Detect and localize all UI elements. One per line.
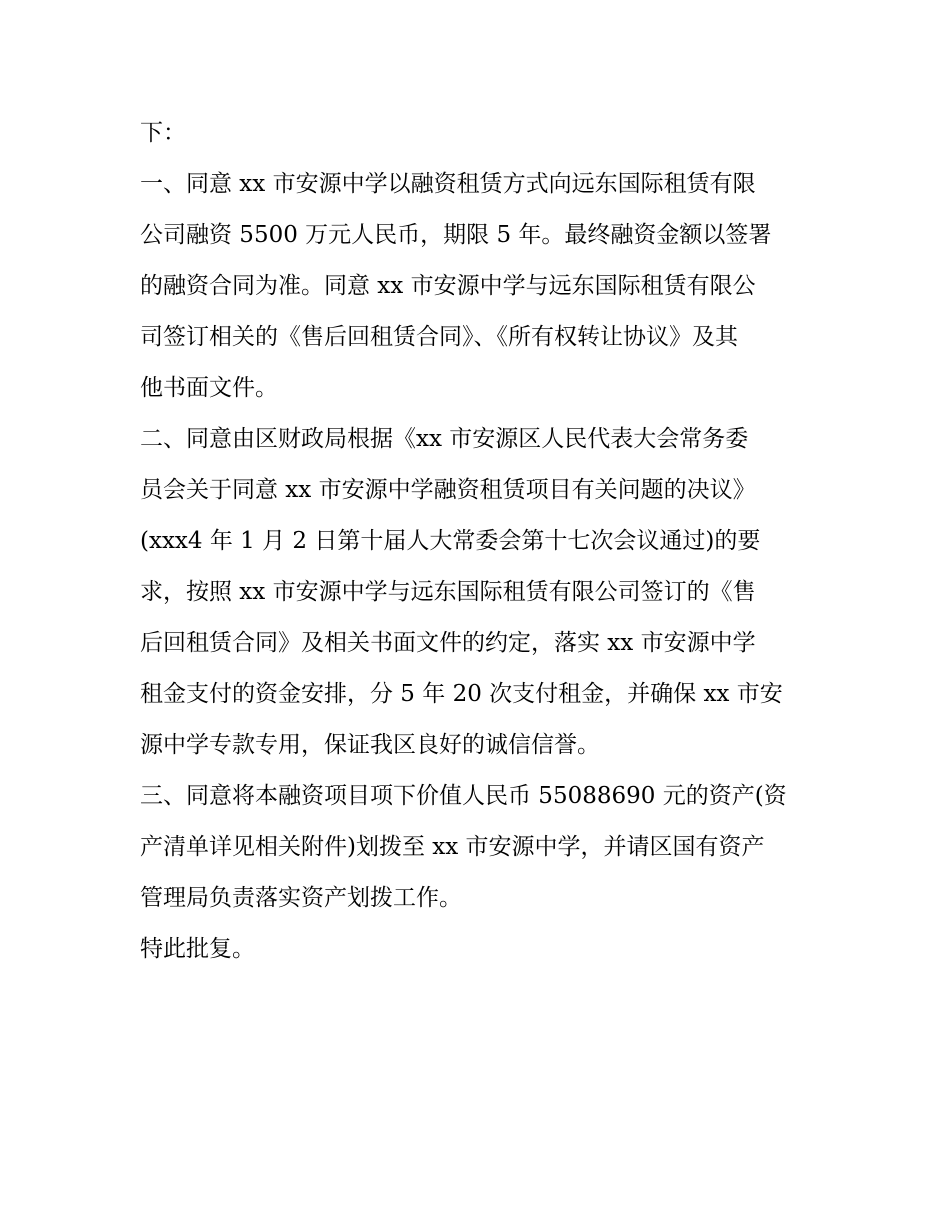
text-line: 管理局负责落实资产划拨工作。 [140,885,462,911]
text-line: 二、同意由区财政局根据《xx 市安源区人民代表大会常务委 [140,426,749,452]
text-line: (xxx4 年 1 月 2 日第十届人大常委会第十七次会议通过)的要 [140,528,761,554]
text-line: 租金支付的资金安排，分 5 年 20 次支付租金，并确保 xx 市安 [140,681,783,707]
text-line: 后回租赁合同》及相关书面文件的约定，落实 xx 市安源中学 [140,630,756,656]
text-line: 员会关于同意 xx 市安源中学融资租赁项目有关问题的决议》 [140,477,756,503]
text-line: 一、同意 xx 市安源中学以融资租赁方式向远东国际租赁有限 [140,171,756,197]
text-line: 的融资合同为准。同意 xx 市安源中学与远东国际租赁有限公 [140,273,756,299]
text-line: 三、同意将本融资项目项下价值人民币 55088690 元的资产(资 [140,783,787,809]
text-line: 源中学专款专用，保证我区良好的诚信信誉。 [140,732,600,758]
text-line: 特此批复。 [140,936,255,962]
text-line: 司签订相关的《售后回租赁合同》、《所有权转让协议》及其 [140,324,738,350]
text-line: 公司融资 5500 万元人民币，期限 5 年。最终融资金额以签署 [140,222,772,248]
text-line: 求，按照 xx 市安源中学与远东国际租赁有限公司签订的《售 [140,579,756,605]
text-line: 下： [140,120,186,146]
text-line: 产清单详见相关附件)划拨至 xx 市安源中学，并请区国有资产 [140,834,765,860]
document-body [140,108,830,975]
text-line: 他书面文件。 [140,375,278,401]
